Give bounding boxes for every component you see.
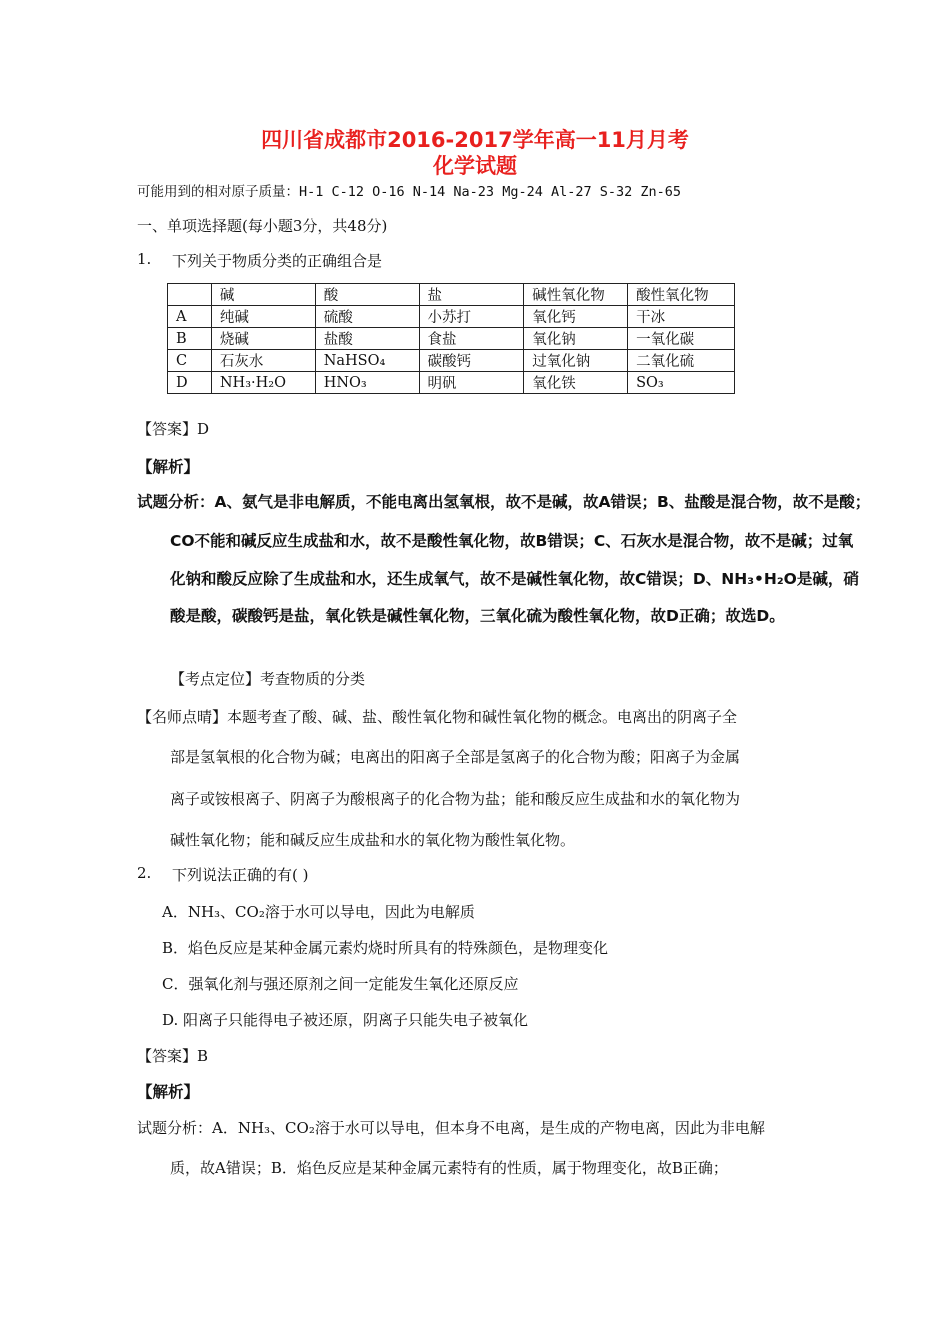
q2-option: B．焰色反应是某种金属元素灼烧时所具有的特殊颜色，是物理变化 [162,939,609,957]
q1-analysis-line: 试题分析：A、氨气是非电解质，不能电离出氢氧根，故不是碱，故A错误；B、盐酸是混合物，故不是酸； [137,493,871,511]
table-row [168,350,735,372]
q1-analysis-line: 酸是酸，碳酸钙是盐，氧化铁是碱性氧化物，三氧化硫为酸性氧化物，故D正确；故选D。 [170,607,785,625]
q2-option: A．NH₃、CO₂溶于水可以导电，因此为电解质 [162,903,475,921]
table-header-cell: 碱 [211,284,315,306]
q1-stem: 下列关于物质分类的正确组合是 [172,252,383,270]
q2-analysis-title: 【解析】 [137,1083,200,1101]
table-header-row [168,284,735,306]
table-cell: 明矾 [419,372,524,394]
table-row [168,306,735,328]
q2-analysis-line: 质，故A错误；B．焰色反应是某种金属元素特有的性质，属于物理变化，故B正确； [170,1159,728,1177]
q1-number: 1. [137,250,152,268]
table-cell: 硫酸 [315,306,419,328]
table-header-cell [168,284,212,306]
table-cell: 氧化钠 [524,328,628,350]
table-header-cell: 碱性氧化物 [524,284,628,306]
q1-kaodian: 【考点定位】考查物质的分类 [170,670,366,688]
table-cell: 氧化铁 [524,372,628,394]
table-cell: 一氧化碳 [628,328,735,350]
table-header-cell: 酸 [315,284,419,306]
q2-number: 2. [137,864,152,882]
table-cell: 食盐 [419,328,524,350]
table-cell: NaHSO₄ [315,350,419,372]
q2-stem: 下列说法正确的有( ) [172,866,309,884]
table-cell: SO₃ [628,372,735,394]
q1-mingshi-line: 部是氢氧根的化合物为碱；电离出的阳离子全部是氢离子的化合物为酸；阳离子为金属 [170,748,741,766]
classification-table [167,283,735,394]
table-cell: NH₃·H₂O [211,372,315,394]
table-cell: 纯碱 [211,306,315,328]
table-cell: HNO₃ [315,372,419,394]
table-cell: A [168,306,212,328]
q2-option: D. 阳离子只能得电子被还原，阴离子只能失电子被氧化 [162,1011,529,1029]
q1-answer: 【答案】D [137,420,210,438]
table-cell: D [168,372,212,394]
table-cell: 盐酸 [315,328,419,350]
table-cell: 过氧化钠 [524,350,628,372]
table-cell: 氧化钙 [524,306,628,328]
atomic-masses: 可能用到的相对原子质量：H-1 C-12 O-16 N-14 Na-23 Mg-24 Al-27 S-32 Zn-65 [137,184,682,200]
table-cell: 烧碱 [211,328,315,350]
table-row [168,372,735,394]
table-header-cell: 酸性氧化物 [628,284,735,306]
q1-analysis-line: 化钠和酸反应除了生成盐和水，还生成氧气，故不是碱性氧化物，故C错误；D、NH₃•H₂O是碱，硝 [170,570,859,588]
q1-analysis-title: 【解析】 [137,458,200,476]
q2-analysis-line: 试题分析：A．NH₃、CO₂溶于水可以导电，但本身不电离，是生成的产物电离，因此为非电解 [137,1119,765,1137]
table-cell: 小苏打 [419,306,524,328]
table-row [168,328,735,350]
table-cell: 二氧化硫 [628,350,735,372]
table-header-cell: 盐 [419,284,524,306]
q1-mingshi-line: 碱性氧化物；能和碱反应生成盐和水的氧化物为酸性氧化物。 [170,831,576,849]
q1-mingshi-line: 离子或铵根离子、阴离子为酸根离子的化合物为盐；能和酸反应生成盐和水的氧化物为 [170,790,741,808]
table-cell: B [168,328,212,350]
q1-mingshi-line: 【名师点晴】本题考查了酸、碱、盐、酸性氧化物和碱性氧化物的概念。电离出的阴离子全 [137,708,738,726]
q1-analysis-line: CO不能和碱反应生成盐和水，故不是酸性氧化物，故B错误；C、石灰水是混合物，故不是碱；过氧 [170,532,854,550]
table-cell: 碳酸钙 [419,350,524,372]
table-cell: 石灰水 [211,350,315,372]
table-cell: 干冰 [628,306,735,328]
section-heading: 一、单项选择题(每小题3分，共48分) [137,217,388,235]
title-line-1: 四川省成都市2016-2017学年高一11月月考 [261,128,689,152]
table-cell: C [168,350,212,372]
title-line-2: 化学试题 [433,154,517,178]
q2-option: C．强氧化剂与强还原剂之间一定能发生氧化还原反应 [162,975,519,993]
q2-answer: 【答案】B [137,1047,209,1065]
